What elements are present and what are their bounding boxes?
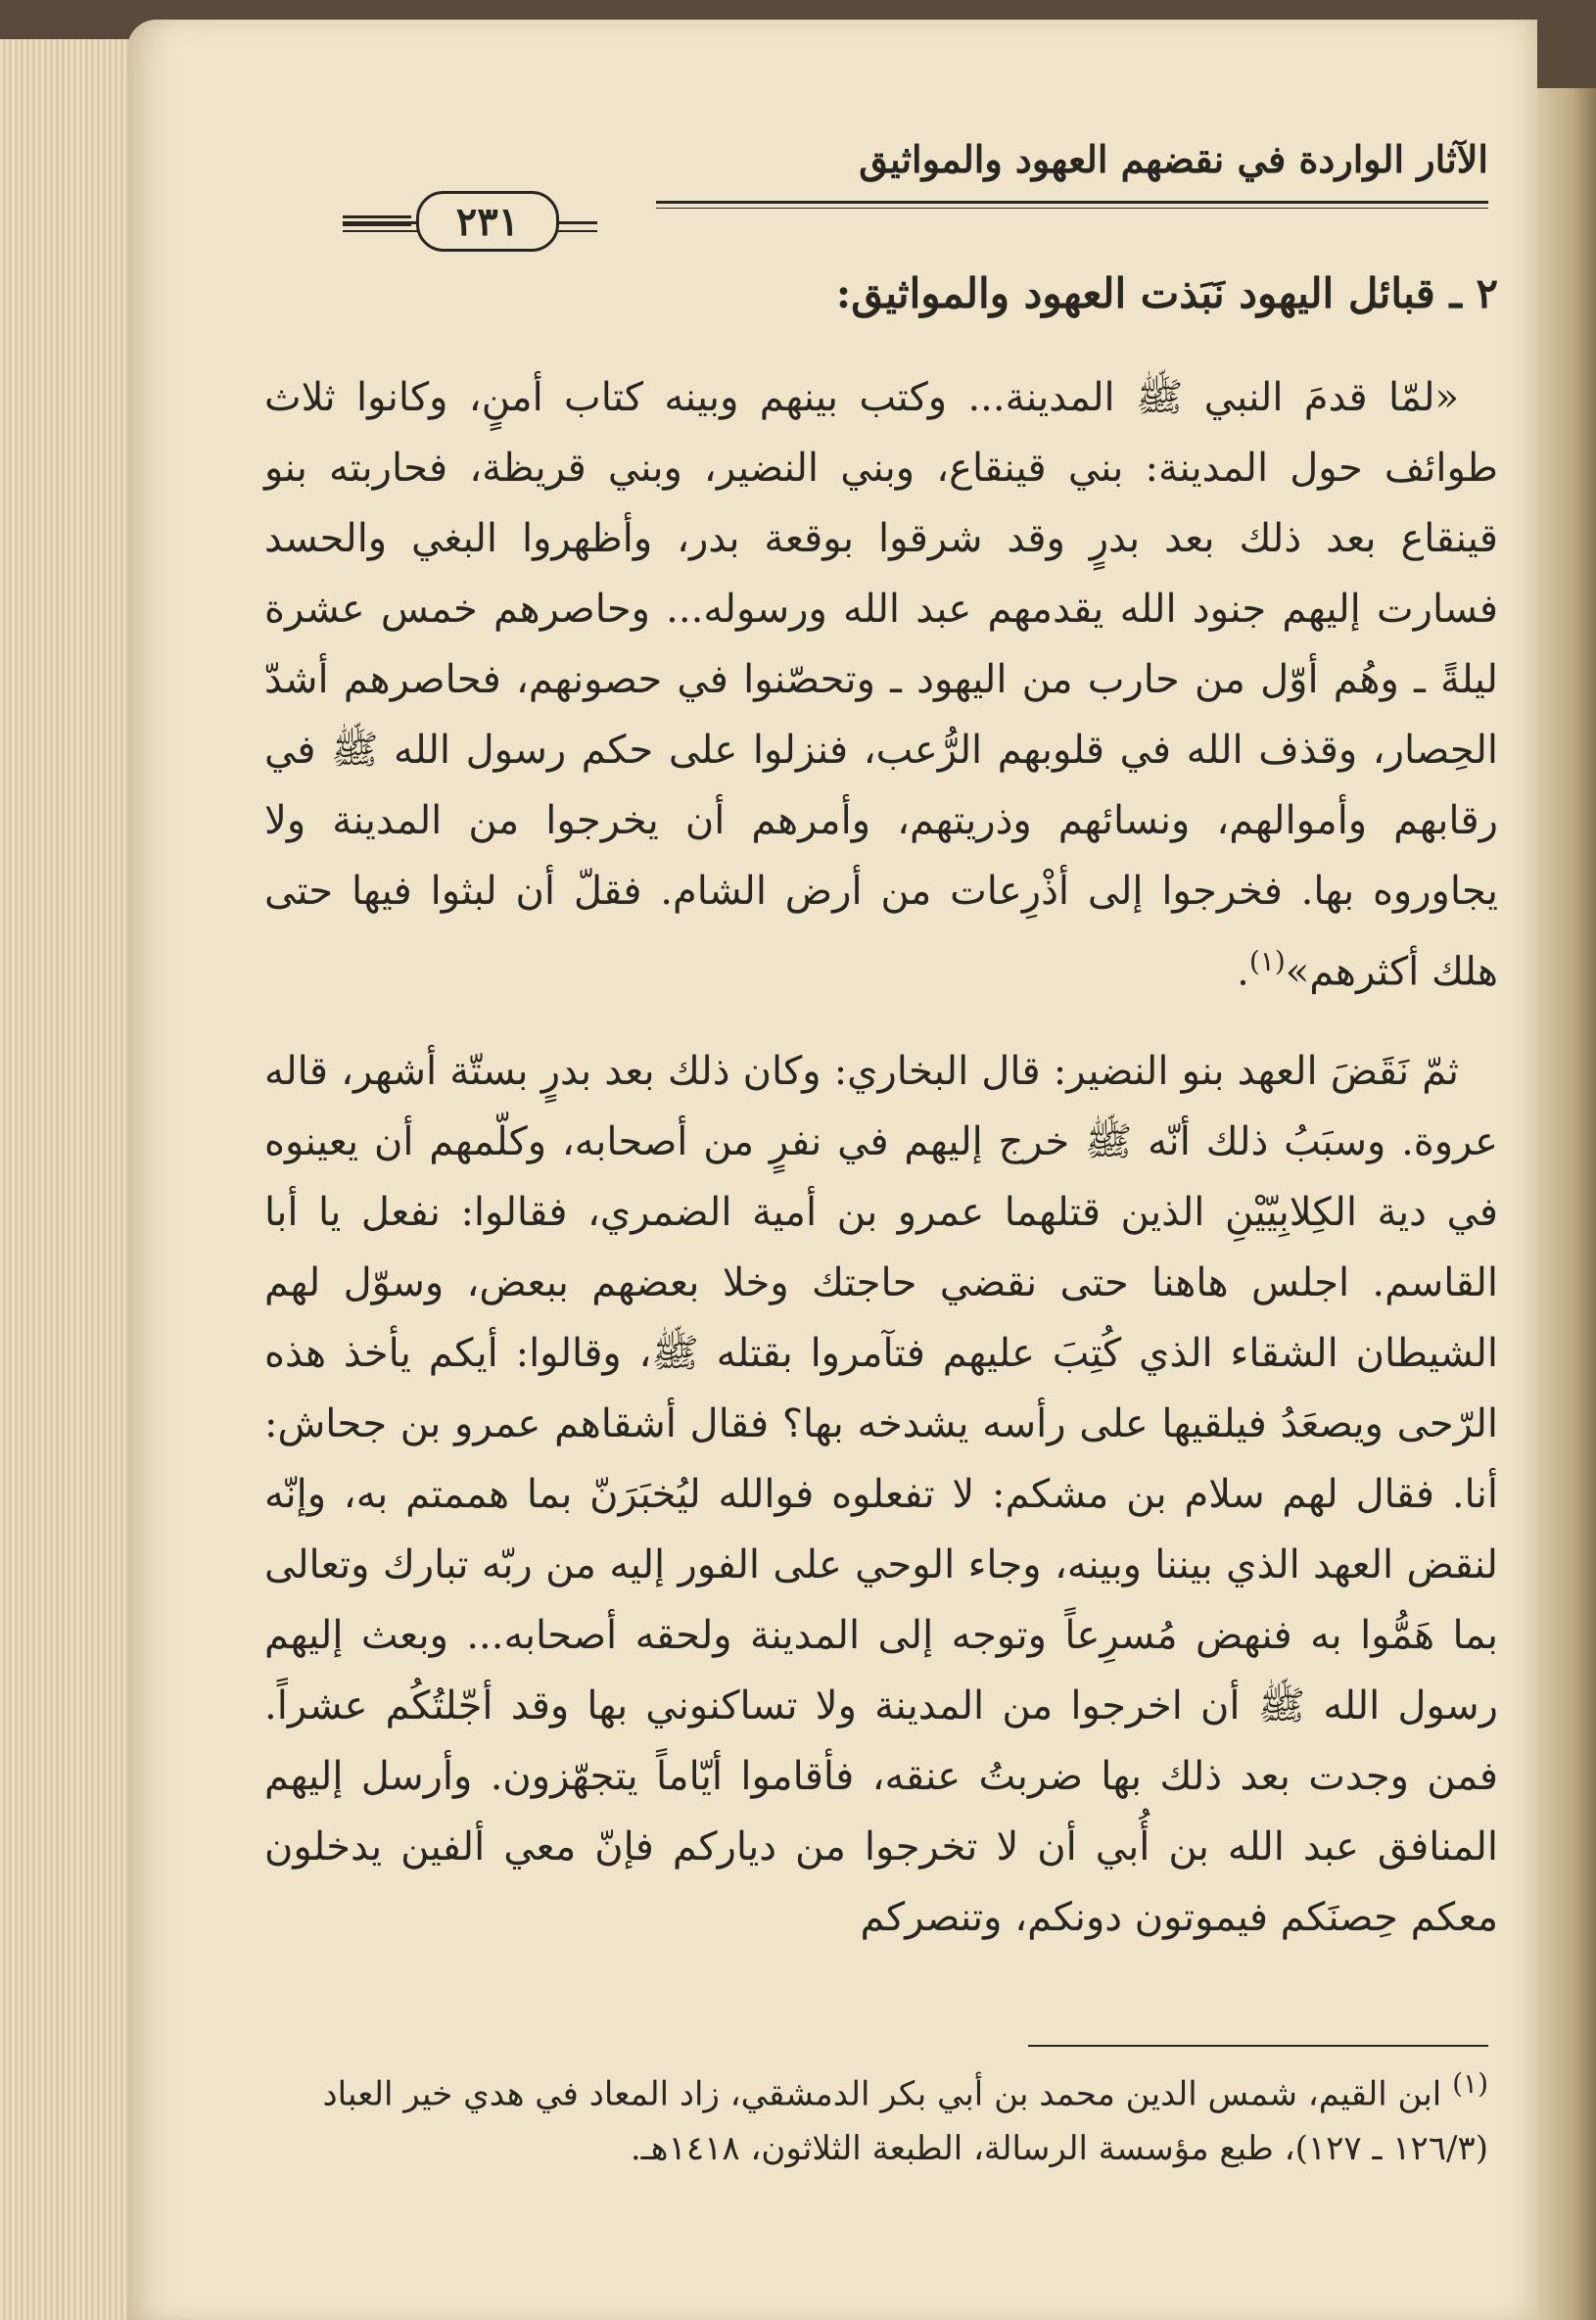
header-rule-leftmost (343, 215, 411, 226)
footnote (274, 2057, 1488, 2176)
paragraph-2: ثمّ نَقَضَ العهد بنو النضير: قال البخاري: وكان ذلك بعد بدرٍ بستّة أشهر، قاله عروة. وسبَبُ ذلك أنّه ﷺ خرج إليهم في نفرٍ من أصحابه، وكلّمهم أن يعينوه في دية الكِلابِيّيْنِ الذين قتلهما عمرو بن أمية الضمري، فقالوا: نفعل يا أبا القاسم. اجلس هاهنا حتى نقضي حاجتك وخلا بعضهم ببعض، وسوّل لهم الشيطان الشقاء الذي كُتِبَ عليهم فتآمروا بقتله ﷺ، وقالوا: أيكم يأخذ هذه الرّحى ويصعَدُ فيلقيها على رأسه يشدخه بها؟ فقال أشقاهم عمرو بن جحاش: أنا. فقال لهم سلام بن مشكم: لا تفعلوه فوالله ليُخبَرَنّ بما هممتم به، وإنّه لنقض العهد الذي بيننا وبينه، وجاء الوحي على الفور إليه من ربّه تبارك وتعالى بما هَمُّوا به فنهض مُسرِعاً وتوجه إلى المدينة ولحقه أصحابه... وبعث إليهم رسول الله ﷺ أن اخرجوا من المدينة ولا تساكنوني بها وقد أجّلتُكُم عشراً. فمن وجدت بعد ذلك بها ضربتُ عنقه، فأقاموا أيّاماً يتجهّزون. وأرسل إليهم المنافق عبد الله بن أُبي أن لا تخرجوا من دياركم فإنّ معي ألفين يدخلون معكم حِصنَكم فيموتون دونكم، وتنصركم (264, 1049, 1498, 1941)
footnote-reference: (١) (1248, 945, 1286, 977)
paragraph-1-end: . (1237, 949, 1249, 995)
page-header (196, 127, 1488, 264)
header-rule (656, 201, 1488, 209)
footnote-text: ابن القيم، شمس الدين محمد بن أبي بكر الدمشقي، زاد المعاد في هدي خير العباد (١٢٦/٣ ـ ١٢٧)، طبع مؤسسة الرسالة، الطبعة الثلاثون، ١٤١٨هـ. (322, 2074, 1488, 2169)
right-page-edge (1537, 88, 1596, 2320)
section-heading: ٢ ـ قبائل اليهود نَبَذت العهود والمواثيق: (835, 269, 1498, 317)
footnote-rule (1028, 2045, 1488, 2047)
running-title: الآثار الواردة في نقضهم العهود والمواثيق (859, 137, 1488, 181)
main-text (264, 264, 1498, 1982)
paragraph-1-text: «لمّا قدمَ النبي ﷺ المدينة... وكتب بينهم وبينه كتاب أمنٍ، وكانوا ثلاث طوائف حول المدينة: بني قينقاع، وبني النضير، وبني قريظة، فحاربته بنو قينقاع بعد ذلك بعد بدرٍ وقد شرقوا بوقعة بدر، وأظهروا البغي والحسد فسارت إليهم جنود الله يقدمهم عبد الله ورسوله... وحاصرهم خمس عشرة ليلةً ـ وهُم أوّل من حارب من اليهود ـ وتحصّنوا في حصونهم، فحاصرهم أشدّ الحِصار، وقذف الله في قلوبهم الرُّعب، فنزلوا على حكم رسول الله ﷺ في رقابهم وأموالهم، ونسائهم وذريتهم، وأمرهم أن يخرجوا من المدينة ولا يجاوروه بها. فخرجوا إلى أذْرِعات من أرض الشام. فقلّ أن لبثوا فيها حتى هلك أكثرهم» (264, 375, 1498, 995)
paragraph-1 (264, 362, 1498, 1007)
page-number: ٢٣١ (416, 191, 559, 252)
footnote-marker: (١) (1452, 2067, 1488, 2100)
